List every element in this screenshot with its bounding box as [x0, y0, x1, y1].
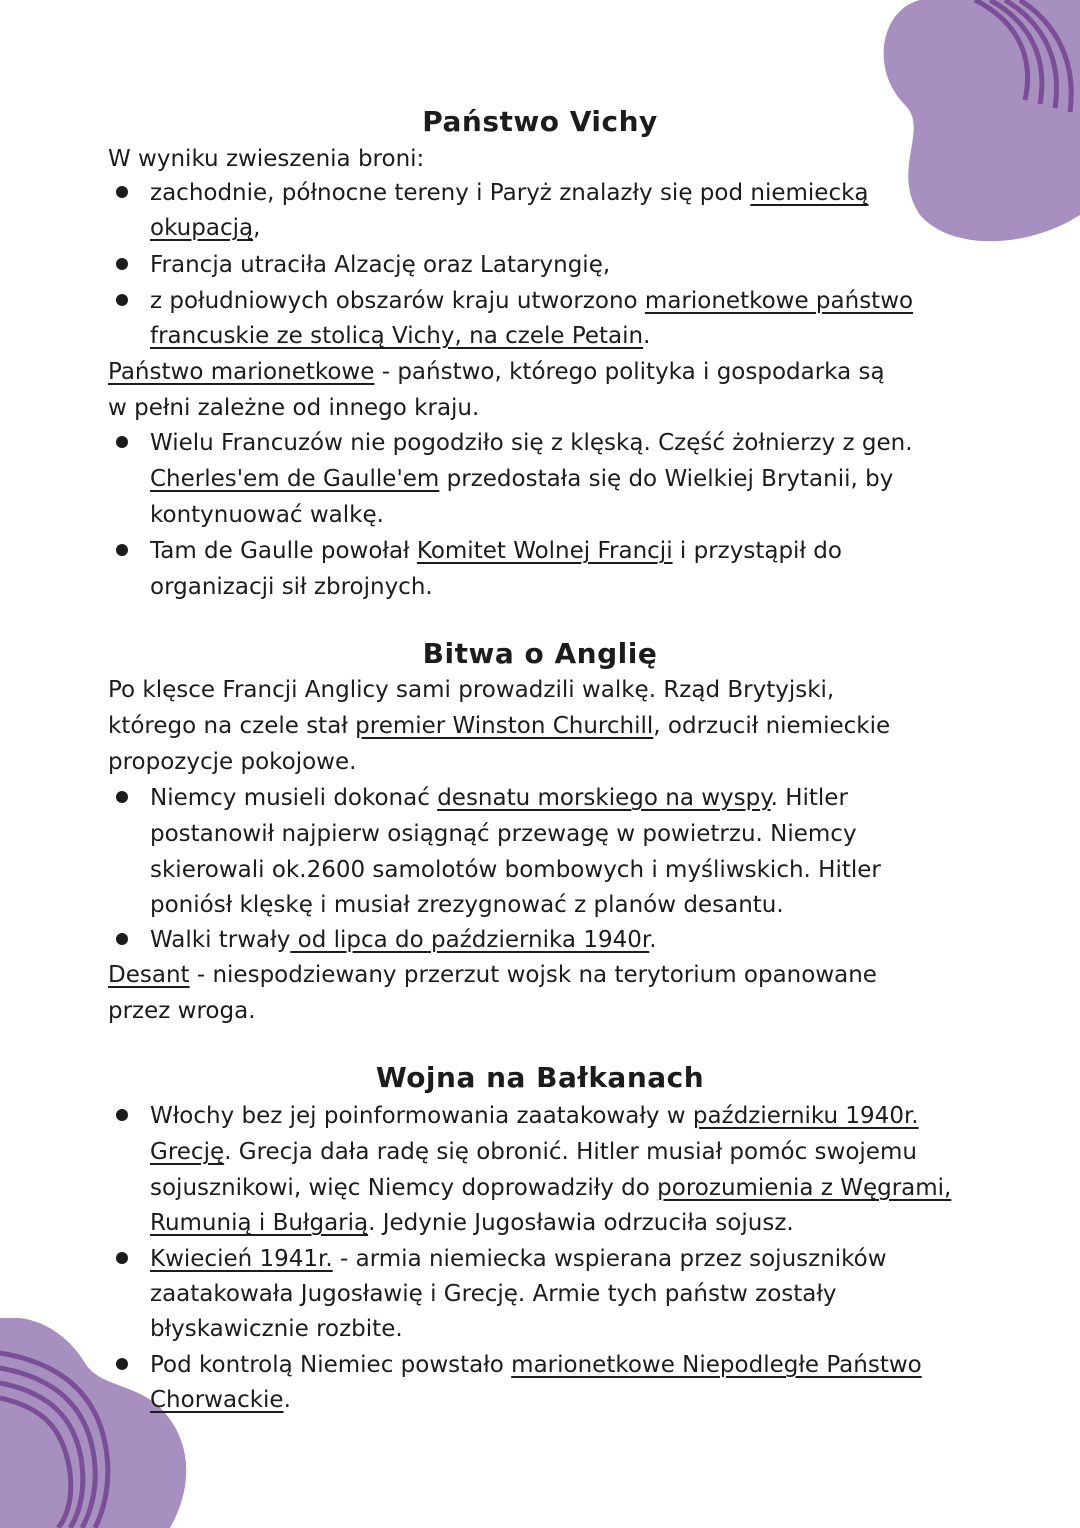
vichy-bullet-4-line-3: kontynuować walkę.: [150, 502, 384, 528]
vichy-bullet-2: Francja utraciła Alzację oraz Lataryngię,: [150, 252, 611, 278]
balkany-bullet-1-line-2: Grecję. Grecja dała radę się obronić. Hitler musiał pomóc swojemu: [150, 1139, 917, 1165]
anglia-bullet-1-line-4: poniósł klęskę i musiał zrezygnować z planów desantu.: [150, 892, 784, 918]
vichy-intro: W wyniku zwieszenia broni:: [108, 146, 425, 172]
vichy-bullet-3-line-2: francuskie ze stolicą Vichy, na czele Petain.: [150, 323, 651, 349]
balkany-bullet-1-line-1: Włochy bez jej poinformowania zaatakowały w październiku 1940r.: [150, 1103, 919, 1129]
vichy-bullet-1-line-2: okupacją,: [150, 215, 261, 241]
anglia-definition-line-2: przez wroga.: [108, 998, 256, 1024]
anglia-bullet-1-line-1: Niemcy musieli dokonać desnatu morskiego na wyspy. Hitler: [150, 785, 848, 811]
bullet-dot: [116, 436, 128, 448]
anglia-definition-line-1: Desant - niespodziewany przerzut wojsk na terytorium opanowane: [108, 962, 877, 988]
bullet-dot: [116, 1252, 128, 1264]
bullet-dot: [116, 258, 128, 270]
balkany-bullet-2-line-2: zaatakowała Jugosławię i Grecję. Armie tych państw zostały: [150, 1281, 837, 1307]
bullet-dot: [116, 933, 128, 945]
balkany-bullet-3-line-2: Chorwackie.: [150, 1387, 291, 1413]
vichy-bullet-4-line-2: Cherles'em de Gaulle'em przedostała się do Wielkiej Brytanii, by: [150, 466, 894, 492]
balkany-bullet-1-line-4: Rumunią i Bułgarią. Jedynie Jugosławia odrzuciła sojusz.: [150, 1210, 794, 1236]
vichy-bullet-1-line-1: zachodnie, północne tereny i Paryż znalazły się pod niemiecką: [150, 180, 869, 206]
anglia-bullet-1-line-2: postanowił najpierw osiągnąć przewagę w powietrzu. Niemcy: [150, 821, 857, 847]
section-title-anglia: Bitwa o Anglię: [422, 637, 658, 670]
anglia-paragraph-line-2: którego na czele stał premier Winston Churchill, odrzucił niemieckie: [108, 713, 891, 739]
bullet-dot: [116, 186, 128, 198]
section-title-vichy: Państwo Vichy: [422, 105, 658, 138]
vichy-bullet-3-line-1: z południowych obszarów kraju utworzono marionetkowe państwo: [150, 288, 914, 314]
bullet-dot: [116, 544, 128, 556]
anglia-paragraph-line-3: propozycje pokojowe.: [108, 749, 357, 775]
balkany-bullet-3-line-1: Pod kontrolą Niemiec powstało marionetkowe Niepodległe Państwo: [150, 1352, 922, 1378]
anglia-paragraph-line-1: Po klęsce Francji Anglicy sami prowadzili walkę. Rząd Brytyjski,: [108, 677, 835, 703]
vichy-bullet-5-line-2: organizacji sił zbrojnych.: [150, 574, 433, 600]
anglia-bullet-2: Walki trwały od lipca do października 1940r.: [150, 927, 657, 953]
vichy-definition-line-1: Państwo marionetkowe - państwo, którego polityka i gospodarka są: [108, 359, 885, 385]
bullet-dot: [116, 791, 128, 803]
bullet-dot: [116, 294, 128, 306]
vichy-bullet-4-line-1: Wielu Francuzów nie pogodziło się z klęską. Część żołnierzy z gen.: [150, 430, 913, 456]
vichy-bullet-5-line-1: Tam de Gaulle powołał Komitet Wolnej Francji i przystąpił do: [150, 538, 842, 564]
section-title-balkany: Wojna na Bałkanach: [375, 1061, 705, 1094]
balkany-bullet-2-line-3: błyskawicznie rozbite.: [150, 1316, 403, 1342]
balkany-bullet-1-line-3: sojusznikowi, więc Niemcy doprowadziły do porozumienia z Węgrami,: [150, 1175, 952, 1201]
bullet-dot: [116, 1109, 128, 1121]
vichy-definition-line-2: w pełni zależne od innego kraju.: [108, 395, 480, 421]
bullet-dot: [116, 1358, 128, 1370]
balkany-bullet-2-line-1: Kwiecień 1941r. - armia niemiecka wspierana przez sojuszników: [150, 1246, 887, 1272]
anglia-bullet-1-line-3: skierowali ok.2600 samolotów bombowych i myśliwskich. Hitler: [150, 857, 881, 883]
